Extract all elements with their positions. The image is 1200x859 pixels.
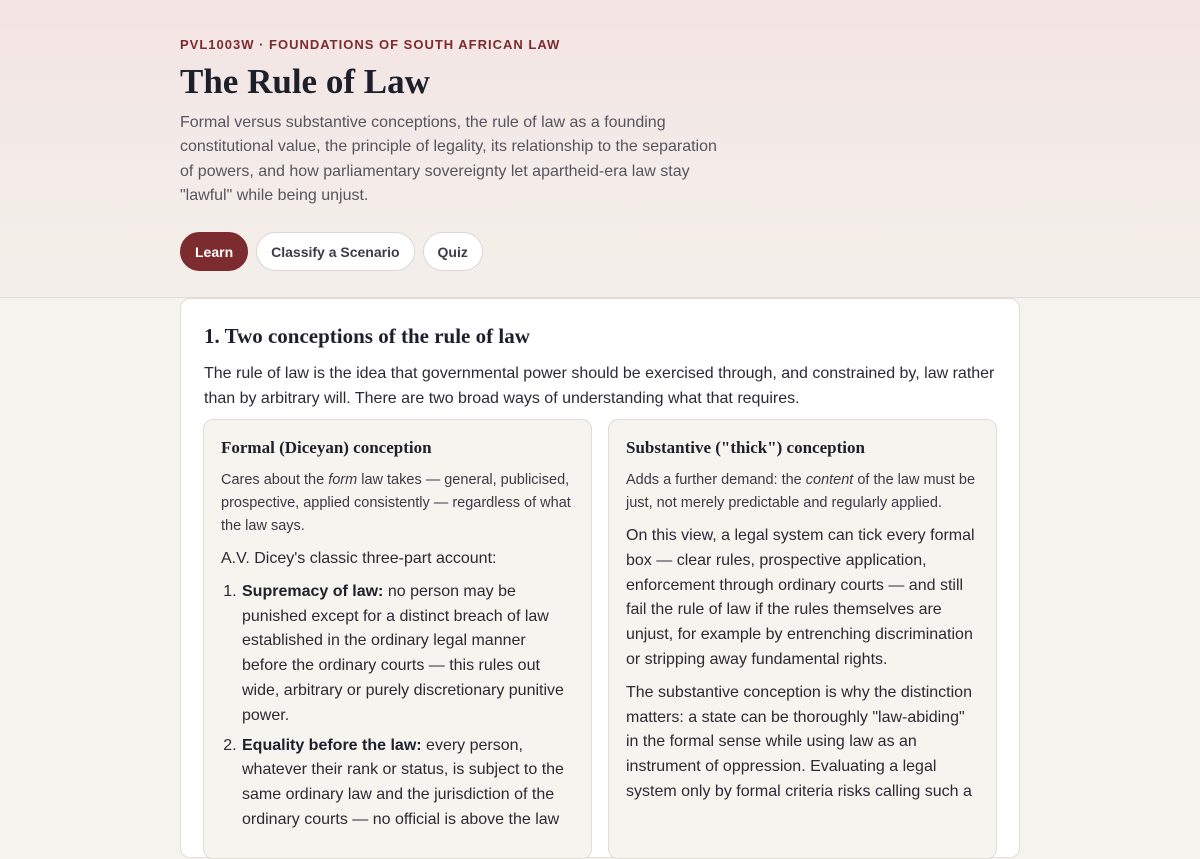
substantive-conception-lede: Adds a further demand: the content of the law must be just, not merely predictable and regularly applied.	[626, 472, 976, 511]
tab-bar	[180, 232, 483, 271]
content-card	[180, 298, 1020, 858]
emphasis-text: form	[328, 472, 358, 488]
substantive-conception-panel	[608, 419, 997, 859]
formal-conception-lede: Cares about the form law takes — general, publicised, prospective, applied consistently — regardless of what the law says.	[221, 472, 571, 534]
course-code: PVL1003W · FOUNDATIONS OF SOUTH AFRICAN LAW	[180, 37, 561, 52]
substantive-paragraph: On this view, a legal system can tick every formal box — clear rules, prospective application, enforcement through ordinary courts — and still fail the rule of law if the rules themselves are unjust, for example by entrenching discrimination or stripping away fundamental rights.	[626, 527, 975, 668]
substantive-paragraph: The substantive conception is why the distinction matters: a state can be thoroughly "law-abiding" in the formal sense while using law as an instrument of oppression. Evaluating a legal system only by formal criteria risks calling such a	[626, 683, 972, 800]
section-intro: The rule of law is the idea that governmental power should be exercised through, and constrained by, law rather than by arbitrary will. There are two broad ways of understanding what that requires.	[204, 365, 995, 407]
substantive-conception-title: Substantive ("thick") conception	[626, 438, 865, 457]
tab-quiz[interactable]: Quiz	[423, 232, 483, 271]
dicey-principles-list	[221, 580, 575, 833]
list-item: 2. Equality before the law: every person, whatever their rank or status, is subject to the same ordinary law and the jurisdiction of the ordinary courts — no official is above the law	[241, 734, 575, 833]
formal-conception-title: Formal (Diceyan) conception	[221, 438, 432, 457]
list-item: 1. Supremacy of law: no person may be punished except for a distinct breach of law established in the ordinary legal manner before the ordinary courts — this rules out wide, arbitrary or purely discretionary punitive power.	[241, 580, 575, 729]
tab-learn[interactable]: Learn	[180, 232, 248, 271]
formal-conception-panel	[203, 419, 592, 859]
emphasis-text: content	[805, 472, 854, 488]
page-subtitle: Formal versus substantive conceptions, the rule of law as a founding constitutional value, the principle of legality, its relationship to the separation of powers, and how parliamentary sovereignty let apartheid-era law stay "lawful" while being unjust.	[180, 114, 717, 204]
section-title: 1. Two conceptions of the rule of law	[204, 324, 530, 348]
tab-classify-scenario[interactable]: Classify a Scenario	[256, 232, 414, 271]
dicey-intro: A.V. Dicey's classic three-part account:	[221, 550, 497, 567]
page-title: The Rule of Law	[180, 62, 430, 101]
page-header	[0, 0, 1200, 298]
